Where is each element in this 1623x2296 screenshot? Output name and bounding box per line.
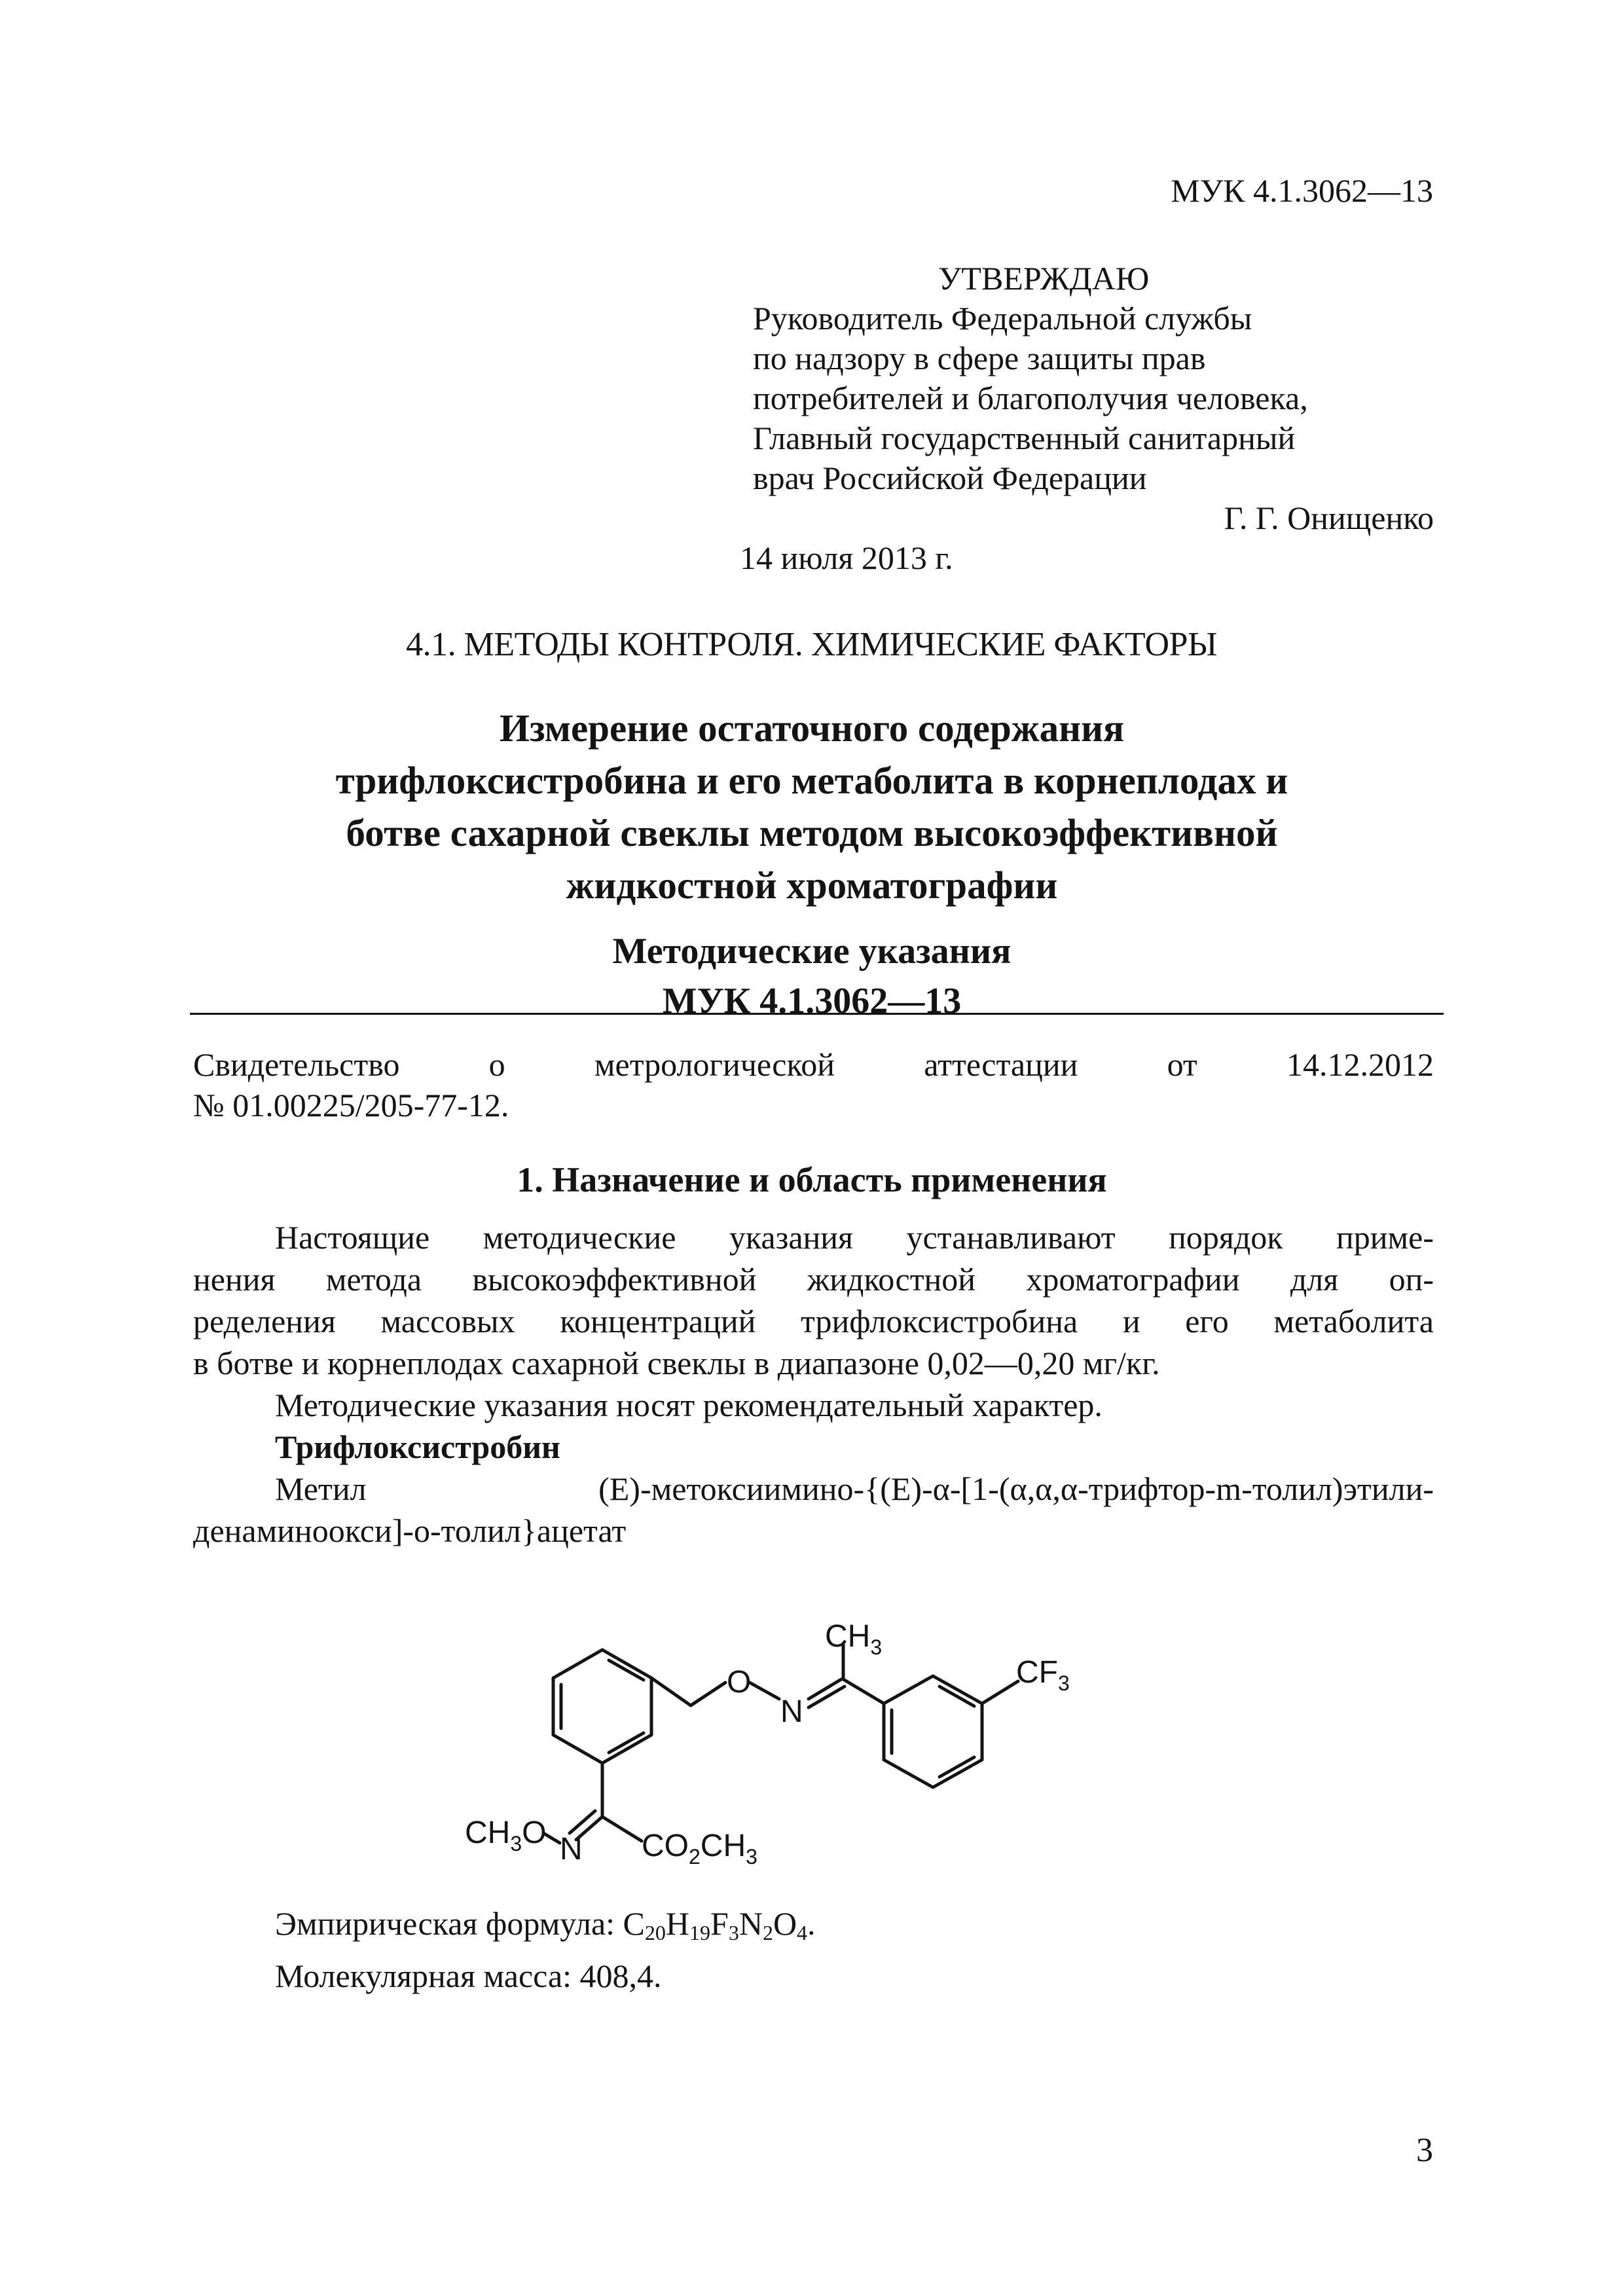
oxygen-label: O xyxy=(727,1665,752,1700)
approval-heading: УТВЕРЖДАЮ xyxy=(938,260,1150,297)
title-divider xyxy=(190,1013,1444,1015)
trifluoromethyl-label: $CF_3$ xyxy=(1016,1655,1070,1695)
paragraph-recommendation: Методические указания носят рекомендательный характер. xyxy=(275,1387,1103,1423)
document-code: МУК 4.1.3062—13 xyxy=(1171,172,1433,209)
section-body xyxy=(193,1216,1434,1552)
approval-line: врач Российской Федерации xyxy=(753,460,1147,496)
paragraph-line: в ботве и корнеплодах сахарной свеклы в диапазоне 0,02—0,20 мг/кг. xyxy=(193,1345,1160,1381)
empirical-formula: Эмпирическая формула: $C_{20}H_{19}F_3N_2O_4$. xyxy=(275,1905,816,1944)
iupac-name-line: денаминоокси]-о-толил}ацетат xyxy=(193,1512,627,1549)
ester-label: $CO_2CH_3$ xyxy=(642,1829,757,1868)
molecular-mass: Молекулярная масса: 408,4. xyxy=(275,1958,662,1994)
nitrogen-label: N xyxy=(780,1694,803,1729)
paragraph-line: ределения массовых концентраций трифлоксистробина и его метаболита xyxy=(193,1303,1434,1339)
methoxy-label: $CH_3O$ xyxy=(465,1815,547,1855)
iupac-name-line: Метил (E)-метоксиимино-{(E)-α-[1-(α,α,α-трифтор-m-толил)этили- xyxy=(275,1470,1434,1507)
formula-block xyxy=(275,1902,816,1997)
subtitle-code: МУК 4.1.3062—13 xyxy=(662,981,962,1021)
title-line: трифлоксистробина и его метаболита в корнеплодах и xyxy=(335,759,1288,802)
approval-signer: Г. Г. Онищенко xyxy=(1224,500,1434,536)
substance-name: Трифлоксистробин xyxy=(275,1429,560,1465)
section-header: 4.1. МЕТОДЫ КОНТРОЛЯ. ХИМИЧЕСКИЕ ФАКТОРЫ xyxy=(406,626,1217,663)
approval-line: по надзору в сфере защиты прав xyxy=(753,340,1206,376)
structural-formula xyxy=(452,1617,1205,1899)
section-heading: 1. Назначение и область применения xyxy=(517,1160,1107,1199)
certificate-note xyxy=(193,1044,1434,1125)
approval-line: Главный государственный санитарный xyxy=(753,420,1296,456)
title-line: Измерение остаточного содержания xyxy=(500,706,1124,750)
approval-line: потребителей и благополучия человека, xyxy=(753,380,1308,416)
title-line: ботве сахарной свеклы методом высокоэффективной xyxy=(346,811,1278,854)
approval-block xyxy=(740,259,1434,578)
approval-date: 14 июля 2013 г. xyxy=(740,539,953,576)
document-subtitle xyxy=(196,926,1427,1026)
document-title xyxy=(196,702,1427,911)
paragraph-line: Настоящие методические указания устанавливают порядок приме- xyxy=(275,1219,1434,1256)
certificate-number: № 01.00225/205-77-12. xyxy=(193,1087,509,1123)
approval-line: Руководитель Федеральной службы xyxy=(753,300,1252,337)
subtitle-line: Методические указания xyxy=(612,931,1012,972)
paragraph-line: нения метода высокоэффективной жидкостной хроматографии для оп- xyxy=(193,1261,1434,1298)
benzene-ring-right xyxy=(884,1676,982,1787)
benzene-ring-left xyxy=(553,1650,651,1763)
page-number: 3 xyxy=(1416,2132,1433,2169)
certificate-line: Свидетельство о метрологической аттестации от 14.12.2012 xyxy=(193,1046,1434,1083)
methyl-label: $CH_3$ xyxy=(825,1619,883,1659)
nitrogen-lower-label: N xyxy=(560,1832,583,1867)
title-line: жидкостной хроматографии xyxy=(566,864,1058,907)
